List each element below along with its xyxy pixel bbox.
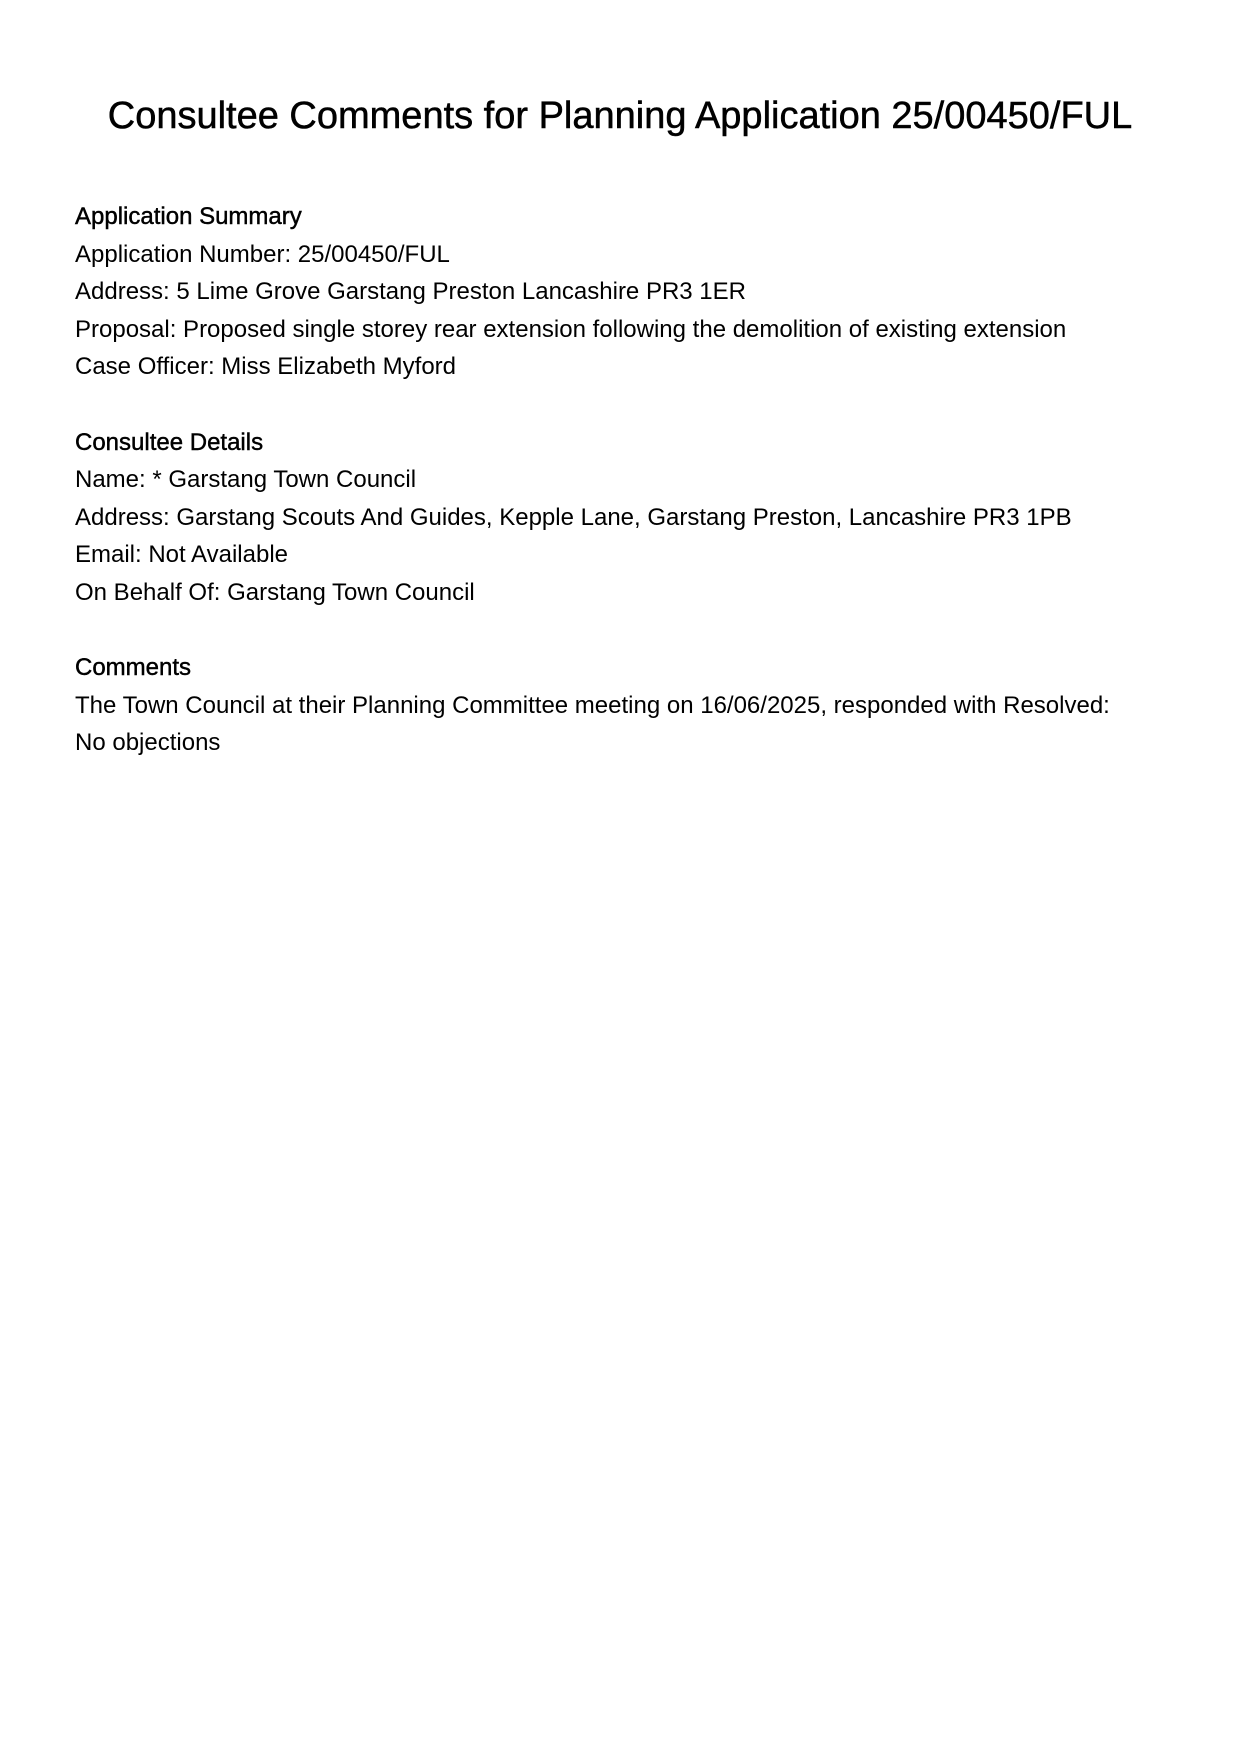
comments-heading: Comments [75,654,192,681]
consultee-details-section [75,424,1175,612]
comment-text-line: The Town Council at their Planning Committee meeting on 16/06/2025, responded with Resolved: [75,691,1110,719]
consultee-on-behalf-of: On Behalf Of: Garstang Town Council [75,578,475,606]
consultee-address: Address: Garstang Scouts And Guides, Kepple Lane, Garstang Preston, Lancashire PR3 1PB [75,503,1072,531]
consultee-email: Email: Not Available [75,541,288,568]
application-number: Application Number: 25/00450/FUL [75,240,450,268]
document-content [75,198,1175,800]
application-summary-heading: Application Summary [75,203,302,230]
page-title: Consultee Comments for Planning Application 25/00450/FUL [107,95,1133,137]
application-summary-section [75,198,1175,386]
consultee-name: Name: * Garstang Town Council [75,466,417,493]
comment-text-line: No objections [75,729,221,756]
application-proposal: Proposal: Proposed single storey rear extension following the demolition of existing extension [75,315,1067,343]
consultee-details-heading: Consultee Details [75,428,264,456]
application-address: Address: 5 Lime Grove Garstang Preston Lancashire PR3 1ER [75,278,746,305]
case-officer: Case Officer: Miss Elizabeth Myford [75,353,457,380]
comments-section [75,649,1175,762]
